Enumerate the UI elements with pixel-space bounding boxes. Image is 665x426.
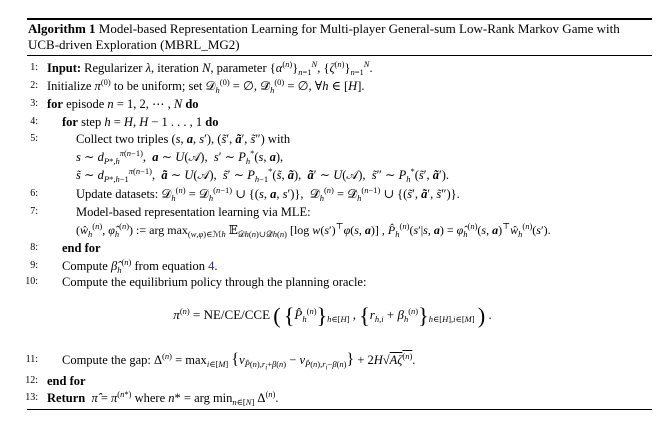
algo-line-5 bbox=[0, 130, 665, 148]
line-number: 2: bbox=[30, 80, 38, 91]
algo-line-1 bbox=[0, 59, 665, 77]
equilibrium-equation: $\pi^{(n)} = NE/CE/CCE$ ( $\{P̂_h^{(n)}\}_{h\in[H]}$ , $\{r_{h,i} + \beta_h^{(n)}\}_{h\in[H],i\in[M]}$ ) . bbox=[173, 303, 492, 329]
title-rule bbox=[27, 55, 652, 56]
line-number: 7: bbox=[30, 206, 38, 217]
line-number: 1: bbox=[30, 62, 38, 73]
line-content: s̃ ∼ $d_{P*,h-1}^{\pi(n-1)}$, ã ∼ U(𝒜), s̃′ ∼ $P_{h-1}^*(s̃$, ã), ã′ ∼ U(𝒜), s̃″ ∼ $P_h^*(s̃'$, ã′). bbox=[76, 166, 450, 184]
algo-line-5b bbox=[0, 148, 665, 166]
line-content: for episode n = 1, 2, ⋯ , N do bbox=[47, 97, 199, 111]
algo-line-12 bbox=[0, 372, 665, 390]
algo-line-11 bbox=[0, 351, 665, 372]
line-content: end for bbox=[62, 241, 101, 255]
line-content: s ∼ $d_{P*,h}^{\pi(n-1)}$, a ∼ U(𝒜), s′ ∼ $P_h^*(s$, a), bbox=[76, 148, 284, 166]
line-content: for step h = H, H − 1 . . . , 1 do bbox=[62, 115, 219, 129]
line-number: 8: bbox=[30, 242, 38, 253]
algorithm-label: Algorithm 1 bbox=[28, 21, 96, 36]
line-number: 10: bbox=[25, 276, 38, 287]
algo-line-4 bbox=[0, 113, 665, 131]
line-content: Input: Regularizer λ, iteration N, parameter $\{\alpha^{(n)}\}_{n=1}^N$, $\{\zeta^{(n)}\}_{n=1}^N$. bbox=[47, 59, 373, 77]
line-content: Update datasets: 𝒟$_h^{(n)}$ = 𝒟$_h^{(n-1)}$ ∪ {(s, a, s′)}, $𝒟̃_h^{(n)}$ = $𝒟̃_h^{(n-1)}$ ∪ {(s̃′, ã′, s̃″)}. bbox=[76, 185, 460, 203]
line-content: Initialize $\pi^{(0)}$ to be uniform; set 𝒟$_h^{(0)}$ = ∅, $𝒟̃_h^{(0)}$ = ∅, ∀h ∈ [H]. bbox=[47, 77, 365, 95]
line-number: 13: bbox=[25, 392, 38, 403]
top-rule bbox=[27, 18, 652, 20]
line-content: Compute the equilibrium policy through the planning oracle: bbox=[62, 275, 367, 289]
algo-line-7 bbox=[0, 203, 665, 221]
line-number: 6: bbox=[30, 188, 38, 199]
line-content: end for bbox=[47, 374, 86, 388]
algo-line-2 bbox=[0, 77, 665, 95]
algorithm-title: Model-based Representation Learning for Multi-player General-sum Low-Rank Markov Game with UCB-driven Exploration (MBRL_MG2) bbox=[28, 21, 620, 52]
line-number: 9: bbox=[30, 260, 38, 271]
line-content: Compute the gap: $\Delta^{(n)} = \max_{i\in[M]} \{v_{P̂(n),r_i+\beta(n)} - v_{P̂(n),r_i-\beta(n)}\} + 2H√A\zeta^{(n)}$. bbox=[62, 351, 416, 372]
line-content: ($ŵ_h^{(n)}$, $\varphî_h^{(n)}$) := arg $\max_{(w,\varphi)\in ℳh}$ 𝔼$_{𝒟h(n)\cup 𝒟̃h(n)}$ [log w(s′)⊤φ(s, a)] , $P̂_h^{(n)}(s'|s$, $a) = \varphî_h^{(n)}(s$, $a)^⊤ŵ_h^{(n)}(s')$. bbox=[76, 221, 551, 239]
algo-line-3 bbox=[0, 95, 665, 113]
equation-ref-link[interactable]: 4 bbox=[208, 259, 215, 273]
bottom-rule bbox=[27, 409, 652, 410]
line-number: 5: bbox=[30, 133, 38, 144]
line-content: Collect two triples (s, a, s′), (s̃′, ã′, s̃″) with bbox=[76, 132, 291, 146]
algorithm-caption bbox=[28, 21, 652, 53]
line-number: 4: bbox=[30, 116, 38, 127]
line-number: 12: bbox=[25, 375, 38, 386]
algo-line-8 bbox=[0, 239, 665, 257]
line-number: 11: bbox=[25, 354, 38, 365]
line-content: Model-based representation learning via MLE: bbox=[76, 205, 311, 219]
algo-line-6 bbox=[0, 185, 665, 203]
line-content: Return π̂ = $\pi^{(n*)}$ where n* = arg $\min_{n\in[N]} \Delta^{(n)}$. bbox=[47, 389, 279, 407]
algo-line-5c bbox=[0, 166, 665, 184]
line-number: 3: bbox=[30, 98, 38, 109]
line-content: Compute $\betâ_h^{(n)}$ from equation 4. bbox=[62, 257, 218, 275]
algo-line-7b bbox=[0, 221, 665, 239]
algo-line-10 bbox=[0, 273, 665, 291]
algo-line-13 bbox=[0, 389, 665, 407]
